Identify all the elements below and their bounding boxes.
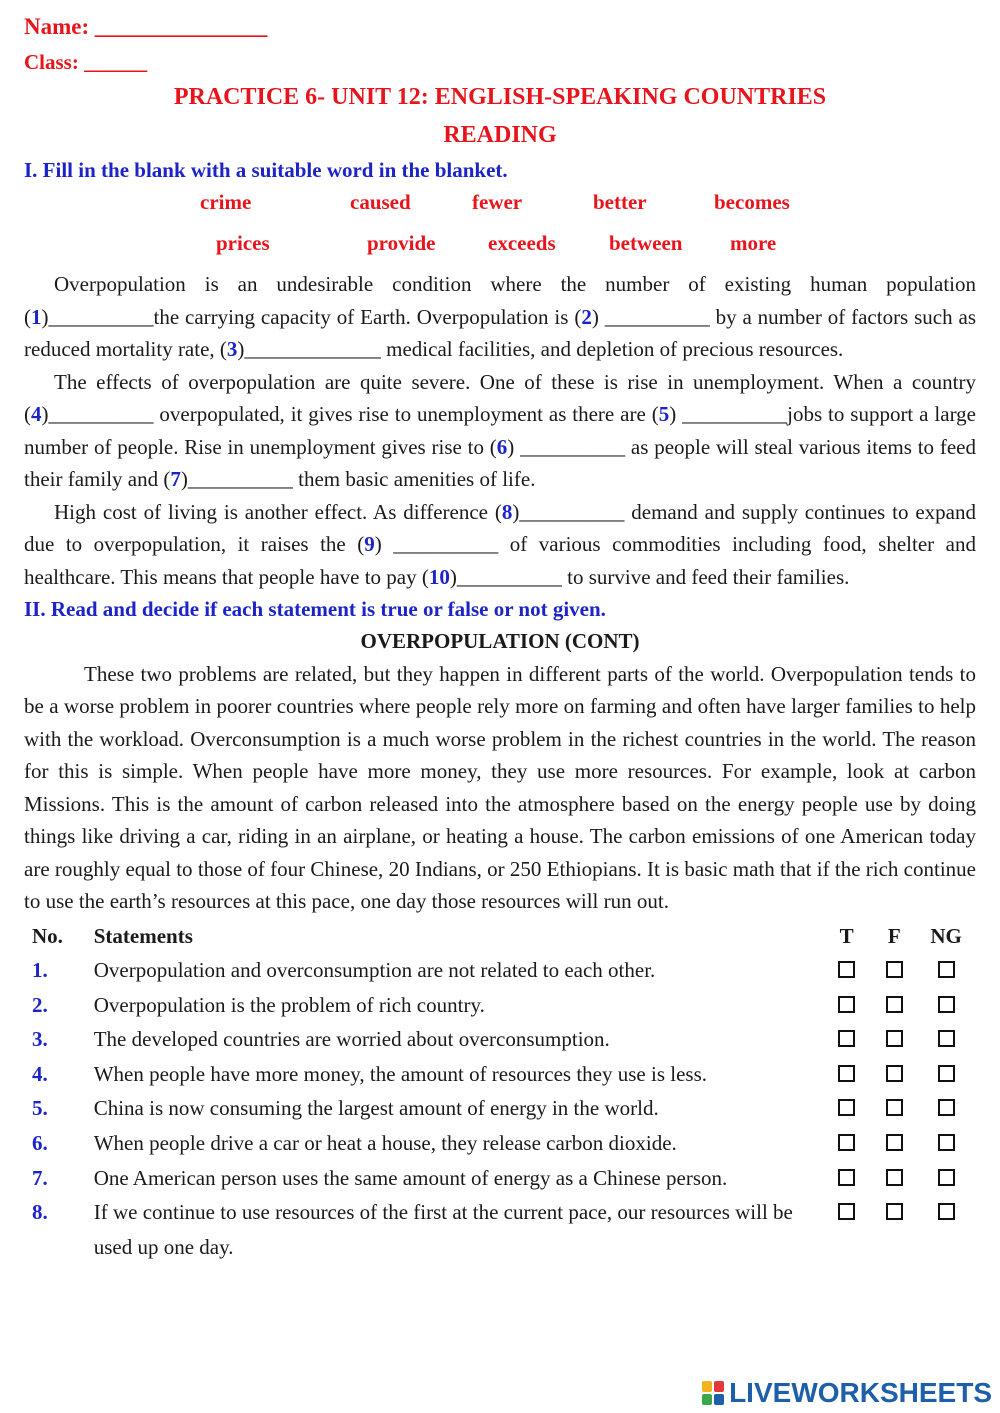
blank-number: 9 <box>364 532 375 556</box>
blank-number: 5 <box>658 402 670 426</box>
table-row <box>24 1126 974 1161</box>
row-number: 8. <box>32 1200 48 1225</box>
row-statement: The developed countries are worried about overconsumption. <box>93 1027 610 1052</box>
class-field-label: Class: ______ <box>24 50 148 74</box>
header-true: T <box>839 923 854 948</box>
blank-number: 1 <box>31 304 42 329</box>
table-row <box>24 1161 974 1196</box>
row-number: 7. <box>32 1165 48 1190</box>
liveworksheets-logo <box>702 1377 992 1409</box>
row-number: 1. <box>32 958 48 983</box>
blank-4[interactable]: )__________ overpopulated, it gives rise to unemployment as there are ( <box>41 402 659 426</box>
true-checkbox[interactable] <box>838 1169 855 1186</box>
word-bank-item: prices <box>216 231 270 255</box>
blank-3[interactable]: )_____________ medical facilities, and depletion of precious resources. <box>237 337 844 361</box>
blank-2[interactable]: ) __________ by a number of factors such as reduced mortality rate, ( <box>24 304 976 361</box>
blank-number: 10 <box>428 564 450 589</box>
row-statement: One American person uses the same amount of energy as a Chinese person. <box>93 1165 728 1190</box>
word-bank-item: provide <box>367 231 436 255</box>
passage1-paragraph-3: High cost of living is another effect. As difference (8)__________ demand and supply continues to expand due to overpopulation, it raises the (9) __________ of various commodities including food, shelter and healthcare. This means that people have to pay (10)__________ to survive and feed their families. <box>24 499 976 589</box>
not-given-checkbox[interactable] <box>938 1065 955 1082</box>
blank-number: 8 <box>501 499 513 524</box>
row-number: 5. <box>32 1096 48 1121</box>
false-checkbox[interactable] <box>886 1169 903 1186</box>
word-bank-item: caused <box>350 190 411 214</box>
row-number: 3. <box>32 1027 48 1052</box>
not-given-checkbox[interactable] <box>938 961 955 978</box>
row-number: 2. <box>32 992 48 1017</box>
not-given-checkbox[interactable] <box>938 1099 955 1116</box>
blank-number: 7 <box>170 467 181 491</box>
blank-8[interactable]: )__________ demand and supply continues to expand due to overpopulation, it raises the ( <box>24 499 976 556</box>
blank-7[interactable]: )__________ them basic amenities of life. <box>180 467 536 491</box>
not-given-checkbox[interactable] <box>938 1169 955 1186</box>
false-checkbox[interactable] <box>886 996 903 1013</box>
not-given-checkbox[interactable] <box>938 1134 955 1151</box>
false-checkbox[interactable] <box>886 1030 903 1047</box>
word-bank-item: more <box>730 231 777 255</box>
true-checkbox[interactable] <box>838 1099 855 1116</box>
header-no: No. <box>32 923 63 948</box>
table-row <box>24 1195 974 1264</box>
table-row <box>24 1022 974 1057</box>
header-false: F <box>887 923 901 948</box>
passage1-paragraph-1: Overpopulation is an undesirable condition where the number of existing human population (1)__________the carrying capacity of Earth. Overpopulation is (2) __________ by a number of factors such as reduced mortality rate, (3)_____________ medical facilities, and depletion of precious resources. <box>24 272 976 361</box>
name-field-label: Name: _______________ <box>24 14 268 39</box>
blank-9[interactable]: ) __________ of various commodities including food, shelter and healthcare. This means that people have to pay ( <box>24 532 976 589</box>
word-bank-item: crime <box>200 190 252 214</box>
table-header-row <box>24 919 974 954</box>
true-checkbox[interactable] <box>838 1134 855 1151</box>
word-bank-item: becomes <box>714 190 790 214</box>
worksheet-page <box>24 8 976 1264</box>
row-statement: Overpopulation is the problem of rich country. <box>93 992 485 1017</box>
table-row <box>24 953 974 988</box>
passage2-title: OVERPOPULATION (CONT) <box>360 629 640 653</box>
blank-number: 4 <box>31 402 42 426</box>
false-checkbox[interactable] <box>886 1134 903 1151</box>
section-1-heading: I. Fill in the blank with a suitable word in the blanket. <box>24 158 508 182</box>
blank-1[interactable]: )__________the carrying capacity of Earth. Overpopulation is ( <box>41 304 582 329</box>
logo-text: LIVEWORKSHEETS <box>729 1376 992 1408</box>
blank-number: 6 <box>496 434 508 459</box>
word-bank-item: better <box>593 190 647 214</box>
table-row <box>24 988 974 1023</box>
true-checkbox[interactable] <box>838 1030 855 1047</box>
row-statement: Overpopulation and overconsumption are not related to each other. <box>93 958 656 983</box>
false-checkbox[interactable] <box>886 1203 903 1220</box>
row-number: 6. <box>32 1131 48 1156</box>
section-2-heading: II. Read and decide if each statement is true or false or not given. <box>24 597 606 621</box>
word-bank-item: exceeds <box>488 231 556 255</box>
row-statement: When people drive a car or heat a house, they release carbon dioxide. <box>93 1131 677 1156</box>
table-row <box>24 1091 974 1126</box>
true-checkbox[interactable] <box>838 1065 855 1082</box>
passage2-text: These two problems are related, but they happen in different parts of the world. Overpopulation tends to be a worse problem in poorer countries where people rely more on farming and often have larger families to help with the workload. Overconsumption is a much worse problem in the richest countries in the world. The reason for this is simple. When people have more money, they use more resources. For example, look at carbon Missions. This is the amount of carbon released into the atmosphere based on the energy people use by doing things like driving a car, riding in an airplane, or heating a house. The carbon emissions of one American today are roughly equal to those of four Chinese, 20 Indians, or 250 Ethiopians. It is basic math that if the rich continue to use the earth’s resources at this pace, one day those resources will run out. <box>24 661 976 913</box>
table-row <box>24 1057 974 1092</box>
not-given-checkbox[interactable] <box>938 1030 955 1047</box>
worksheet-title: PRACTICE 6- UNIT 12: ENGLISH-SPEAKING COUNTRIES <box>173 84 827 110</box>
true-checkbox[interactable] <box>838 996 855 1013</box>
row-statement: When people have more money, the amount of resources they use is less. <box>93 1061 708 1086</box>
false-checkbox[interactable] <box>886 961 903 978</box>
word-bank-item: between <box>609 231 683 255</box>
true-checkbox[interactable] <box>838 961 855 978</box>
not-given-checkbox[interactable] <box>938 1203 955 1220</box>
false-checkbox[interactable] <box>886 1065 903 1082</box>
blank-6[interactable]: ) __________ as people will steal various items to feed their family and ( <box>24 434 976 491</box>
blank-number: 2 <box>581 304 592 329</box>
true-checkbox[interactable] <box>838 1203 855 1220</box>
blank-10[interactable]: )__________ to survive and feed their families. <box>449 564 850 589</box>
blank-number: 3 <box>226 337 238 361</box>
row-number: 4. <box>32 1061 48 1086</box>
header-not-given: NG <box>930 923 962 948</box>
word-bank <box>24 186 976 268</box>
liveworksheets-logo-icon <box>702 1381 724 1405</box>
row-statement: China is now consuming the largest amount of energy in the world. <box>93 1096 659 1121</box>
not-given-checkbox[interactable] <box>938 996 955 1013</box>
word-bank-item: fewer <box>472 190 523 214</box>
passage1-paragraph-2: The effects of overpopulation are quite severe. One of these is rise in unemployment. When a country (4)__________ overpopulated, it gives rise to unemployment as there are (5) __________jobs to support a large number of people. Rise in unemployment gives rise to (6) __________ as people will steal various items to feed their family and (7)__________ them basic amenities of life. <box>24 369 977 491</box>
blank-5[interactable]: ) __________jobs to support a large number of people. Rise in unemployment gives rise to ( <box>24 402 977 459</box>
false-checkbox[interactable] <box>886 1099 903 1116</box>
worksheet-subtitle: READING <box>443 122 557 148</box>
header-statement: Statements <box>93 923 193 948</box>
true-false-table <box>24 919 974 1265</box>
row-statement: If we continue to use resources of the first at the current pace, our resources will be used up one day. <box>93 1200 793 1259</box>
